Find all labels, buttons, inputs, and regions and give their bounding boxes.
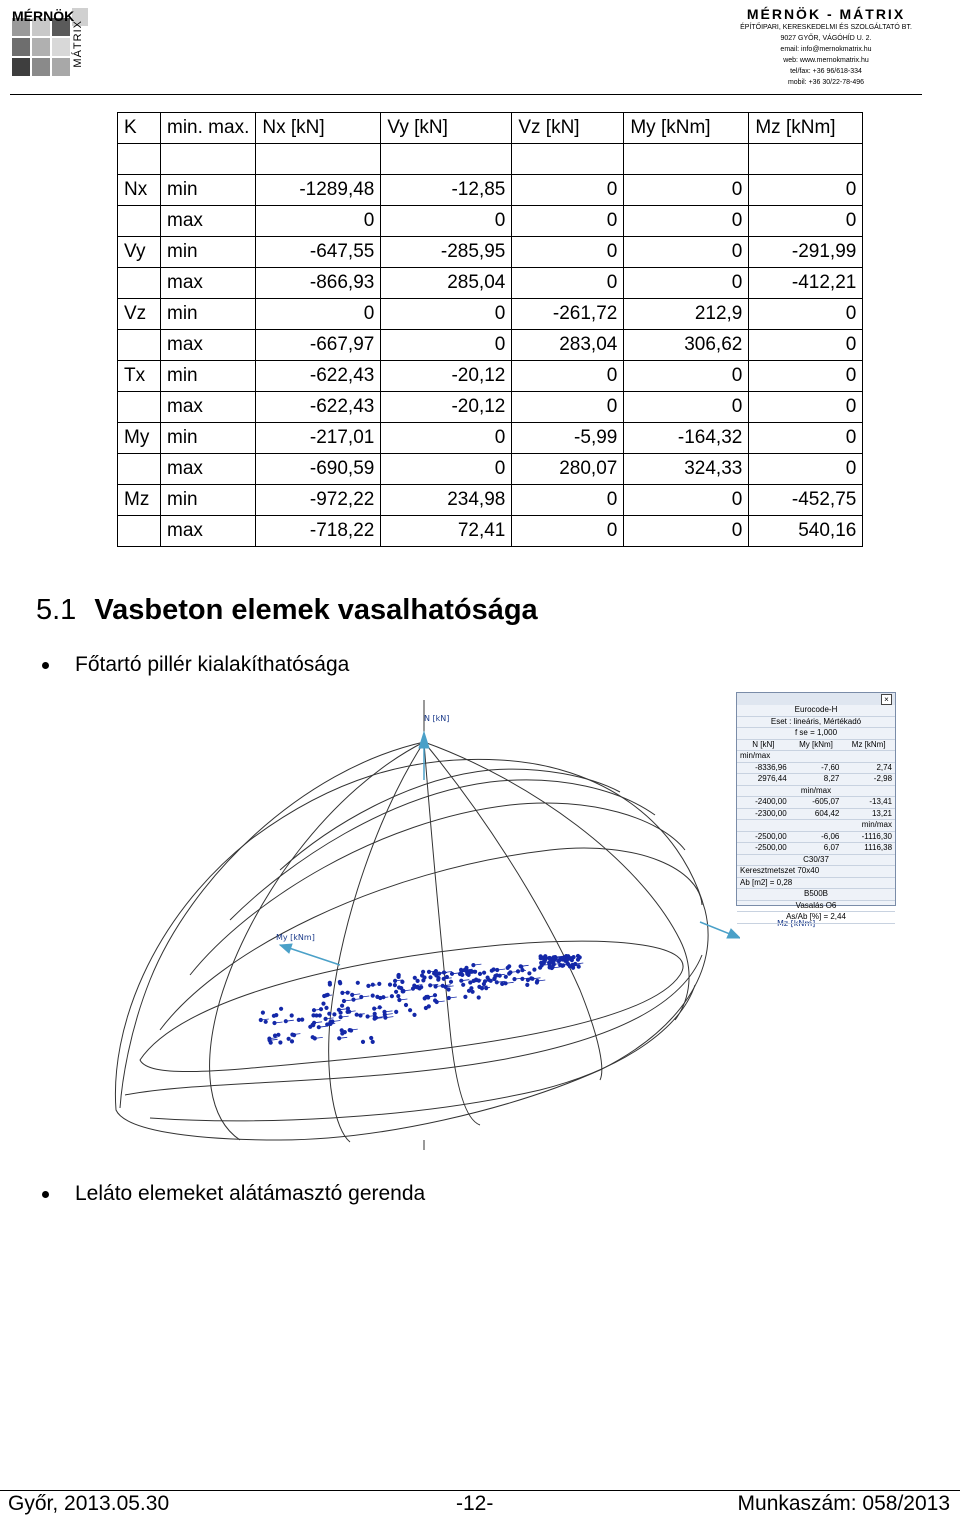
empty-cell xyxy=(161,144,256,175)
force-point xyxy=(390,995,393,998)
panel-minmax: min/max xyxy=(800,785,832,795)
value-cell: 0 xyxy=(749,361,863,392)
force-point xyxy=(319,1008,322,1011)
minmax-cell: max xyxy=(161,392,256,423)
force-point xyxy=(429,976,432,979)
force-point xyxy=(490,969,493,972)
panel-row xyxy=(737,763,895,775)
empty-cell xyxy=(256,144,381,175)
panel-minmax: min/max xyxy=(861,820,892,829)
value-cell: -20,12 xyxy=(381,392,512,423)
panel-row xyxy=(737,809,895,821)
panel-value: -7,60 xyxy=(821,762,840,772)
force-point xyxy=(506,966,509,969)
panel-case: Eset : lineáris, Mértékadó xyxy=(770,716,862,726)
force-point xyxy=(504,975,507,978)
component-cell: Mz xyxy=(118,485,161,516)
force-point xyxy=(526,983,529,986)
panel-value: 2976,44 xyxy=(757,774,787,783)
table-row xyxy=(118,206,863,237)
force-point xyxy=(338,980,341,983)
panel-row xyxy=(737,740,895,752)
value-cell: 0 xyxy=(512,175,624,206)
value-cell: 280,07 xyxy=(512,454,624,485)
component-cell xyxy=(118,516,161,547)
force-point xyxy=(341,1004,344,1007)
value-cell: -412,21 xyxy=(749,268,863,299)
component-cell: Tx xyxy=(118,361,161,392)
panel-value: 1116,38 xyxy=(864,843,893,852)
bullet-text: Leláto elemeket alátámasztó gerenda xyxy=(75,1182,426,1205)
value-cell: 0 xyxy=(512,485,624,516)
panel-row xyxy=(737,751,895,763)
forces-table xyxy=(117,112,863,547)
force-point xyxy=(371,1040,374,1043)
force-point xyxy=(273,1034,276,1037)
force-point xyxy=(356,981,359,984)
table-row xyxy=(118,361,863,392)
panel-ab: Ab [m2] = 0,28 xyxy=(740,877,793,887)
force-point xyxy=(542,962,545,965)
force-point xyxy=(264,1020,267,1023)
force-point xyxy=(434,999,437,1002)
interaction-diagram xyxy=(80,700,740,1150)
bullet-dot xyxy=(42,662,49,669)
table-row xyxy=(118,268,863,299)
value-cell: -285,95 xyxy=(381,237,512,268)
section-heading xyxy=(36,594,538,627)
force-point xyxy=(578,956,581,959)
panel-value: -1116,30 xyxy=(861,831,893,841)
value-cell: 212,9 xyxy=(624,299,749,330)
force-point xyxy=(416,986,419,989)
force-point xyxy=(465,966,468,969)
value-cell: 0 xyxy=(512,516,624,547)
panel-titlebar xyxy=(737,693,895,705)
logo-side-text: MÁTRIX xyxy=(72,20,84,68)
force-point xyxy=(526,978,529,981)
force-point xyxy=(486,976,489,979)
force-point xyxy=(561,964,564,967)
value-cell: -261,72 xyxy=(512,299,624,330)
table-row xyxy=(118,516,863,547)
axis-mz-text: Mz [kNm] xyxy=(777,919,816,928)
company-address: 9027 GYŐR, VÁGÓHÍD U. 2. xyxy=(780,35,872,42)
force-point xyxy=(460,968,463,971)
panel-row xyxy=(737,786,895,798)
force-point xyxy=(421,974,424,977)
panel-row xyxy=(737,774,895,786)
minmax-cell: min xyxy=(161,299,256,330)
minmax-cell: max xyxy=(161,454,256,485)
panel-row xyxy=(737,843,895,855)
value-cell: 0 xyxy=(749,392,863,423)
force-point xyxy=(413,1013,416,1016)
force-point xyxy=(577,965,580,968)
force-point xyxy=(483,971,486,974)
value-cell: 0 xyxy=(381,299,512,330)
force-point xyxy=(541,956,544,959)
panel-value: -8336,96 xyxy=(755,762,787,772)
force-point xyxy=(483,980,486,983)
force-point xyxy=(566,962,569,965)
value-cell: 0 xyxy=(624,392,749,423)
force-point xyxy=(290,1040,293,1043)
panel-row xyxy=(737,728,895,740)
force-point xyxy=(461,973,464,976)
company-email: email: info@mernokmatrix.hu xyxy=(780,46,872,53)
value-cell: 0 xyxy=(256,206,381,237)
panel-fse: f se = 1,000 xyxy=(794,728,838,737)
table-row xyxy=(118,330,863,361)
force-point xyxy=(520,965,523,968)
force-point xyxy=(413,976,416,979)
force-point xyxy=(297,1018,300,1021)
value-cell: -718,22 xyxy=(256,516,381,547)
force-point xyxy=(328,1012,331,1015)
force-point xyxy=(477,996,480,999)
value-cell: -667,97 xyxy=(256,330,381,361)
force-point xyxy=(416,979,419,982)
header-cell: min. max. xyxy=(161,113,256,144)
panel-row xyxy=(737,797,895,809)
force-point xyxy=(261,1011,264,1014)
minmax-cell: max xyxy=(161,330,256,361)
value-cell: -291,99 xyxy=(749,237,863,268)
force-point xyxy=(572,963,575,966)
value-cell: 283,04 xyxy=(512,330,624,361)
panel-value: 13,21 xyxy=(871,808,893,818)
panel-value: 8,27 xyxy=(823,774,840,783)
panel-row xyxy=(737,889,895,901)
panel-row xyxy=(737,717,895,729)
value-cell: -217,01 xyxy=(256,423,381,454)
force-point xyxy=(275,1014,278,1017)
value-cell: 0 xyxy=(624,175,749,206)
header-cell: Mz [kNm] xyxy=(749,113,863,144)
value-cell: -972,22 xyxy=(256,485,381,516)
force-point xyxy=(333,1013,336,1016)
force-point xyxy=(378,1006,381,1009)
force-point xyxy=(315,1014,318,1017)
header-cell: My [kNm] xyxy=(624,113,749,144)
force-point xyxy=(423,997,426,1000)
company-mobil: mobil: +36 30/22-78-496 xyxy=(787,79,865,86)
panel-row xyxy=(737,705,895,717)
company-web: web: www.mernokmatrix.hu xyxy=(783,57,869,64)
force-point xyxy=(280,1007,283,1010)
value-cell: -12,85 xyxy=(381,175,512,206)
component-cell: Vy xyxy=(118,237,161,268)
value-cell: -622,43 xyxy=(256,361,381,392)
company-name: MÉRNÖK - MÁTRIX xyxy=(746,6,906,22)
footer-left: Győr, 2013.05.30 xyxy=(8,1492,170,1515)
force-point xyxy=(346,1007,349,1010)
table-row xyxy=(118,485,863,516)
panel-col: Mz [kNm] xyxy=(851,739,886,749)
panel-minmax: min/max xyxy=(740,751,771,760)
panel-value: -6,06 xyxy=(821,831,840,841)
component-cell: Nx xyxy=(118,175,161,206)
panel-row xyxy=(737,878,895,890)
minmax-cell: min xyxy=(161,485,256,516)
force-point xyxy=(433,994,436,997)
axis-n-label: N [kN] xyxy=(424,714,450,723)
value-cell: 0 xyxy=(381,330,512,361)
force-point xyxy=(287,1037,290,1040)
value-cell: 0 xyxy=(624,237,749,268)
component-cell xyxy=(118,206,161,237)
force-point xyxy=(464,995,467,998)
force-point xyxy=(485,987,488,990)
force-point xyxy=(397,973,400,976)
panel-section: Keresztmetszet 70x40 xyxy=(740,866,820,875)
axis-my-label: My [kNm] xyxy=(276,933,315,942)
force-point xyxy=(395,990,398,993)
panel-steel: B500B xyxy=(803,889,829,898)
value-cell: 0 xyxy=(624,361,749,392)
force-point xyxy=(445,975,448,978)
force-point xyxy=(552,956,555,959)
header-cell: Vy [kN] xyxy=(381,113,512,144)
force-point xyxy=(339,1011,342,1014)
value-cell: -164,32 xyxy=(624,423,749,454)
value-cell: -622,43 xyxy=(256,392,381,423)
value-cell: 0 xyxy=(512,361,624,392)
minmax-cell: max xyxy=(161,516,256,547)
header-cell: Nx [kN] xyxy=(256,113,381,144)
bullet-item xyxy=(42,1182,425,1206)
panel-vasalas: Vasalás O6 xyxy=(795,900,837,910)
force-point xyxy=(422,979,425,982)
force-point xyxy=(328,983,331,986)
force-point xyxy=(322,1002,325,1005)
header-cell: K xyxy=(118,113,161,144)
minmax-cell: max xyxy=(161,268,256,299)
section-number: 5.1 xyxy=(36,594,77,626)
force-point xyxy=(269,1041,272,1044)
value-cell: 540,16 xyxy=(749,516,863,547)
value-cell: 306,62 xyxy=(624,330,749,361)
panel-concrete: C30/37 xyxy=(803,854,829,864)
force-point xyxy=(378,982,381,985)
panel-row xyxy=(737,832,895,844)
value-cell: -866,93 xyxy=(256,268,381,299)
value-cell: 285,04 xyxy=(381,268,512,299)
force-point xyxy=(449,980,452,983)
force-point xyxy=(404,1003,407,1006)
value-cell: -690,59 xyxy=(256,454,381,485)
value-cell: -647,55 xyxy=(256,237,381,268)
empty-cell xyxy=(624,144,749,175)
force-point xyxy=(489,979,492,982)
force-point xyxy=(508,972,511,975)
table-row xyxy=(118,392,863,423)
logo-text: MÉRNÖK xyxy=(12,8,75,24)
force-point xyxy=(370,1036,373,1039)
minmax-cell: min xyxy=(161,175,256,206)
company-info xyxy=(736,6,916,88)
panel-value: -2500,00 xyxy=(755,843,787,852)
panel-value: 2,74 xyxy=(876,762,893,772)
panel-row xyxy=(737,866,895,878)
component-cell xyxy=(118,268,161,299)
panel-title: Eurocode-H xyxy=(794,705,838,714)
force-point xyxy=(462,983,465,986)
panel-row xyxy=(737,820,895,832)
value-cell: 0 xyxy=(624,268,749,299)
empty-cell xyxy=(512,144,624,175)
value-cell: -20,12 xyxy=(381,361,512,392)
table-row xyxy=(118,175,863,206)
panel-value: -2300,00 xyxy=(755,808,787,818)
force-point xyxy=(561,958,564,961)
component-cell xyxy=(118,454,161,485)
section-title: Vasbeton elemek vasalhatósága xyxy=(94,594,538,626)
force-point xyxy=(528,972,531,975)
panel-col: My [kNm] xyxy=(799,739,833,749)
empty-cell xyxy=(118,144,161,175)
force-point xyxy=(371,983,374,986)
value-cell: 0 xyxy=(749,454,863,485)
force-point xyxy=(478,972,481,975)
table-row xyxy=(118,423,863,454)
value-cell: 0 xyxy=(624,206,749,237)
panel-row xyxy=(737,912,895,924)
force-point xyxy=(343,1031,346,1034)
value-cell: 0 xyxy=(624,516,749,547)
minmax-cell: min xyxy=(161,423,256,454)
force-point xyxy=(325,1006,328,1009)
table-row xyxy=(118,237,863,268)
value-cell: 0 xyxy=(624,485,749,516)
value-cell: 324,33 xyxy=(624,454,749,485)
force-point xyxy=(397,995,400,998)
force-point xyxy=(388,983,391,986)
minmax-cell: min xyxy=(161,237,256,268)
panel-value: 6,07 xyxy=(823,843,840,852)
minmax-cell: min xyxy=(161,361,256,392)
close-icon[interactable]: × xyxy=(881,694,892,705)
panel-value: -605,07 xyxy=(812,797,840,806)
table-empty-row xyxy=(118,144,863,175)
footer-divider xyxy=(0,1490,960,1491)
panel-col: N [kN] xyxy=(752,739,775,749)
panel-value: -2500,00 xyxy=(755,831,787,841)
value-cell: 0 xyxy=(749,206,863,237)
value-cell: 234,98 xyxy=(381,485,512,516)
force-point xyxy=(318,1014,321,1017)
value-cell: 0 xyxy=(749,423,863,454)
force-point xyxy=(277,1033,280,1036)
force-point xyxy=(422,970,425,973)
table-header-row xyxy=(118,113,863,144)
header-cell: Vz [kN] xyxy=(512,113,624,144)
value-cell: 0 xyxy=(749,175,863,206)
value-cell: 0 xyxy=(512,206,624,237)
force-point xyxy=(361,1040,364,1043)
value-cell: 0 xyxy=(381,423,512,454)
value-cell: 0 xyxy=(512,268,624,299)
panel-asab: As/Ab [%] = 2,44 xyxy=(786,912,846,921)
company-sub: ÉPÍTŐIPARI, KERESKEDELMI ÉS SZOLGÁLTATÓ BT. xyxy=(740,24,912,31)
empty-cell xyxy=(749,144,863,175)
component-cell: Vz xyxy=(118,299,161,330)
value-cell: 0 xyxy=(256,299,381,330)
value-cell: -1289,48 xyxy=(256,175,381,206)
force-point xyxy=(447,988,450,991)
value-cell: 0 xyxy=(512,237,624,268)
value-cell: 0 xyxy=(749,299,863,330)
minmax-cell: max xyxy=(161,206,256,237)
component-cell xyxy=(118,330,161,361)
panel-row xyxy=(737,855,895,867)
force-point xyxy=(470,987,473,990)
panel-value: 604,42 xyxy=(814,808,840,818)
force-point xyxy=(501,982,504,985)
empty-cell xyxy=(381,144,512,175)
table-row xyxy=(118,299,863,330)
value-cell: 0 xyxy=(512,392,624,423)
value-cell: 0 xyxy=(381,206,512,237)
table-body xyxy=(118,175,863,547)
force-point xyxy=(393,984,396,987)
bullet-text: Főtartó pillér kialakíthatósága xyxy=(75,653,350,676)
bullet-item xyxy=(42,653,349,677)
force-point xyxy=(434,970,437,973)
force-point xyxy=(290,1014,293,1017)
force-point xyxy=(301,1018,304,1021)
force-point xyxy=(424,1006,427,1009)
force-point xyxy=(279,1041,282,1044)
header-divider xyxy=(10,94,922,95)
force-point xyxy=(437,978,440,981)
footer-right: Munkaszám: 058/2013 xyxy=(737,1492,950,1515)
panel-value: -2400,00 xyxy=(755,797,787,806)
company-telfax: tel/fax: +36 96/618-334 xyxy=(790,68,862,75)
panel-value: -2,98 xyxy=(873,774,893,783)
panel-row xyxy=(737,901,895,913)
force-point xyxy=(401,980,404,983)
force-point xyxy=(533,968,536,971)
value-cell: 72,41 xyxy=(381,516,512,547)
force-point xyxy=(395,1010,398,1013)
eurocode-panel xyxy=(736,692,896,921)
force-point xyxy=(371,994,374,997)
force-point xyxy=(409,1009,412,1012)
component-cell: My xyxy=(118,423,161,454)
value-cell: -5,99 xyxy=(512,423,624,454)
force-point xyxy=(471,990,474,993)
value-cell: 0 xyxy=(749,330,863,361)
panel-value: -13,41 xyxy=(869,797,893,806)
force-point xyxy=(493,977,496,980)
table-row xyxy=(118,454,863,485)
value-cell: -452,75 xyxy=(749,485,863,516)
footer-page-number: -12- xyxy=(456,1492,494,1515)
value-cell: 0 xyxy=(381,454,512,485)
component-cell xyxy=(118,392,161,423)
force-point xyxy=(329,1022,332,1025)
bullet-dot xyxy=(42,1191,49,1198)
